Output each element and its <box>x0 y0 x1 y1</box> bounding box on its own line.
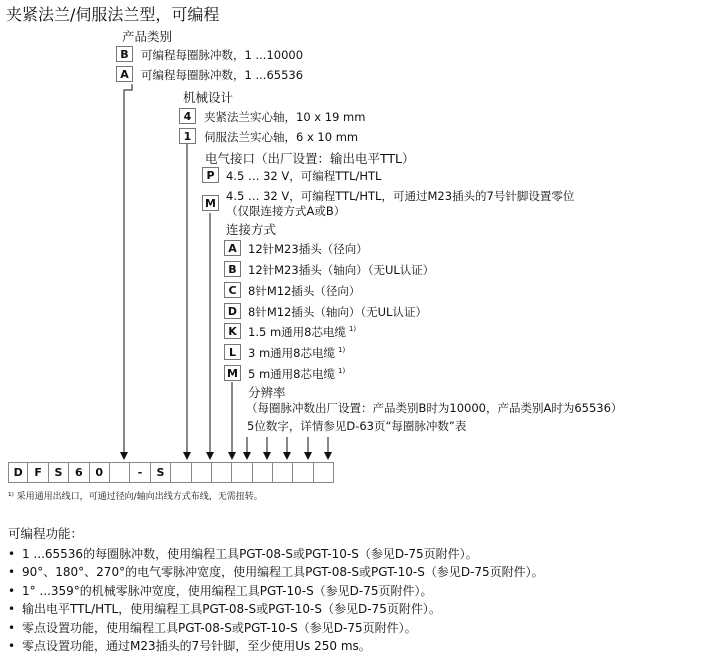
list-item: • 输出电平TTL/HTL，使用编程工具PGT-08-S或PGT-10-S（参见D-75页附件）。 <box>8 600 544 618</box>
code-cell <box>253 462 273 483</box>
electrical-option-m: 4.5 … 32 V，可编程TTL/HTL，可通过M23插头的7号针脚设置零位 <box>226 189 575 203</box>
connection-option-k: 1.5 m通用8芯电缆 $^{1)}$ <box>248 325 357 339</box>
electrical-code-p: P <box>202 167 219 183</box>
code-cell <box>171 462 191 483</box>
code-cell <box>314 462 334 483</box>
product-category-heading: 产品类别 <box>122 29 173 44</box>
code-cell <box>110 462 130 483</box>
page-title: 夹紧法兰/伺服法兰型，可编程 <box>6 5 220 24</box>
list-item: • 零点设置功能，通过M23插头的7号针脚，至少使用Us 250 ms。 <box>8 637 544 655</box>
electrical-option-p: 4.5 … 32 V，可编程TTL/HTL <box>226 169 382 183</box>
footnote-marker: 1) <box>338 367 346 376</box>
mechanical-code-1: 1 <box>179 128 196 144</box>
mechanical-option-4: 夹紧法兰实心轴，10 x 19 mm <box>204 110 366 124</box>
code-cell: D <box>8 462 28 483</box>
connection-code-m: M <box>224 365 241 381</box>
product-category-option-a: 可编程每圈脉冲数，1 ...65536 <box>141 68 304 82</box>
connection-heading: 连接方式 <box>226 222 277 237</box>
connection-code-k: K <box>224 323 241 339</box>
connection-code-d: D <box>224 303 241 319</box>
resolution-heading: 分辨率 <box>248 385 286 400</box>
electrical-option-m-note: （仅限连接方式A或B） <box>226 204 346 218</box>
connection-code-l: L <box>224 344 241 360</box>
code-cell: S <box>151 462 171 483</box>
electrical-code-m: M <box>202 195 219 211</box>
code-cell <box>192 462 212 483</box>
code-cell: S <box>49 462 69 483</box>
code-cell: 0 <box>90 462 110 483</box>
code-cell <box>293 462 313 483</box>
connection-code-a: A <box>224 240 241 256</box>
product-category-option-b: 可编程每圈脉冲数，1 ...10000 <box>141 48 304 62</box>
connection-option-m: 5 m通用8芯电缆 $^{1)}$ <box>248 367 346 381</box>
electrical-heading: 电气接口（出厂设置：输出电平TTL） <box>205 151 415 166</box>
list-item: • 1° ...359°的机械零脉冲宽度，使用编程工具PGT-10-S（参见D-75页附件）。 <box>8 582 544 600</box>
code-cell <box>232 462 252 483</box>
footnote-marker: 1) <box>338 346 346 355</box>
code-cell: 6 <box>69 462 89 483</box>
connection-option-l: 3 m通用8芯电缆 $^{1)}$ <box>248 346 346 360</box>
footnote: ¹⁾ 采用通用出线口，可通过径向/轴向出线方式布线，无需扭转。 <box>8 492 263 502</box>
connection-option-b: 12针M23插头（轴向）（无UL认证） <box>248 263 435 277</box>
functions-heading: 可编程功能： <box>8 526 84 541</box>
mechanical-option-1: 伺服法兰实心轴，6 x 10 mm <box>204 130 359 144</box>
mechanical-heading: 机械设计 <box>183 90 234 105</box>
code-cell <box>273 462 293 483</box>
connection-option-d: 8针M12插头（轴向）（无UL认证） <box>248 305 427 319</box>
resolution-digits-note: 5位数字，详情参见D-63页“每圈脉冲数”表 <box>247 419 467 433</box>
list-item: • 1 ...65536的每圈脉冲数，使用编程工具PGT-08-S或PGT-10-S（参见D-75页附件）。 <box>8 545 544 563</box>
code-cell: F <box>28 462 48 483</box>
order-code-row <box>8 462 334 483</box>
connection-option-c: 8针M12插头（径向） <box>248 284 361 298</box>
connection-option-a: 12针M23插头（径向） <box>248 242 368 256</box>
mechanical-code-4: 4 <box>179 108 196 124</box>
connection-code-b: B <box>224 261 241 277</box>
code-cell <box>212 462 232 483</box>
functions-list <box>8 545 544 655</box>
resolution-factory-setting: （每圈脉冲数出厂设置：产品类别B时为10000，产品类别A时为65536） <box>246 401 623 415</box>
product-category-code-a: A <box>116 66 133 82</box>
code-cell: - <box>130 462 150 483</box>
list-item: • 零点设置功能，使用编程工具PGT-08-S或PGT-10-S（参见D-75页附件）。 <box>8 619 544 637</box>
footnote-marker: 1) <box>348 325 357 334</box>
list-item: • 90°、180°、270°的电气零脉冲宽度，使用编程工具PGT-08-S或PGT-10-S（参见D-75页附件）。 <box>8 563 544 581</box>
connection-code-c: C <box>224 282 241 298</box>
product-category-code-b: B <box>116 46 133 62</box>
